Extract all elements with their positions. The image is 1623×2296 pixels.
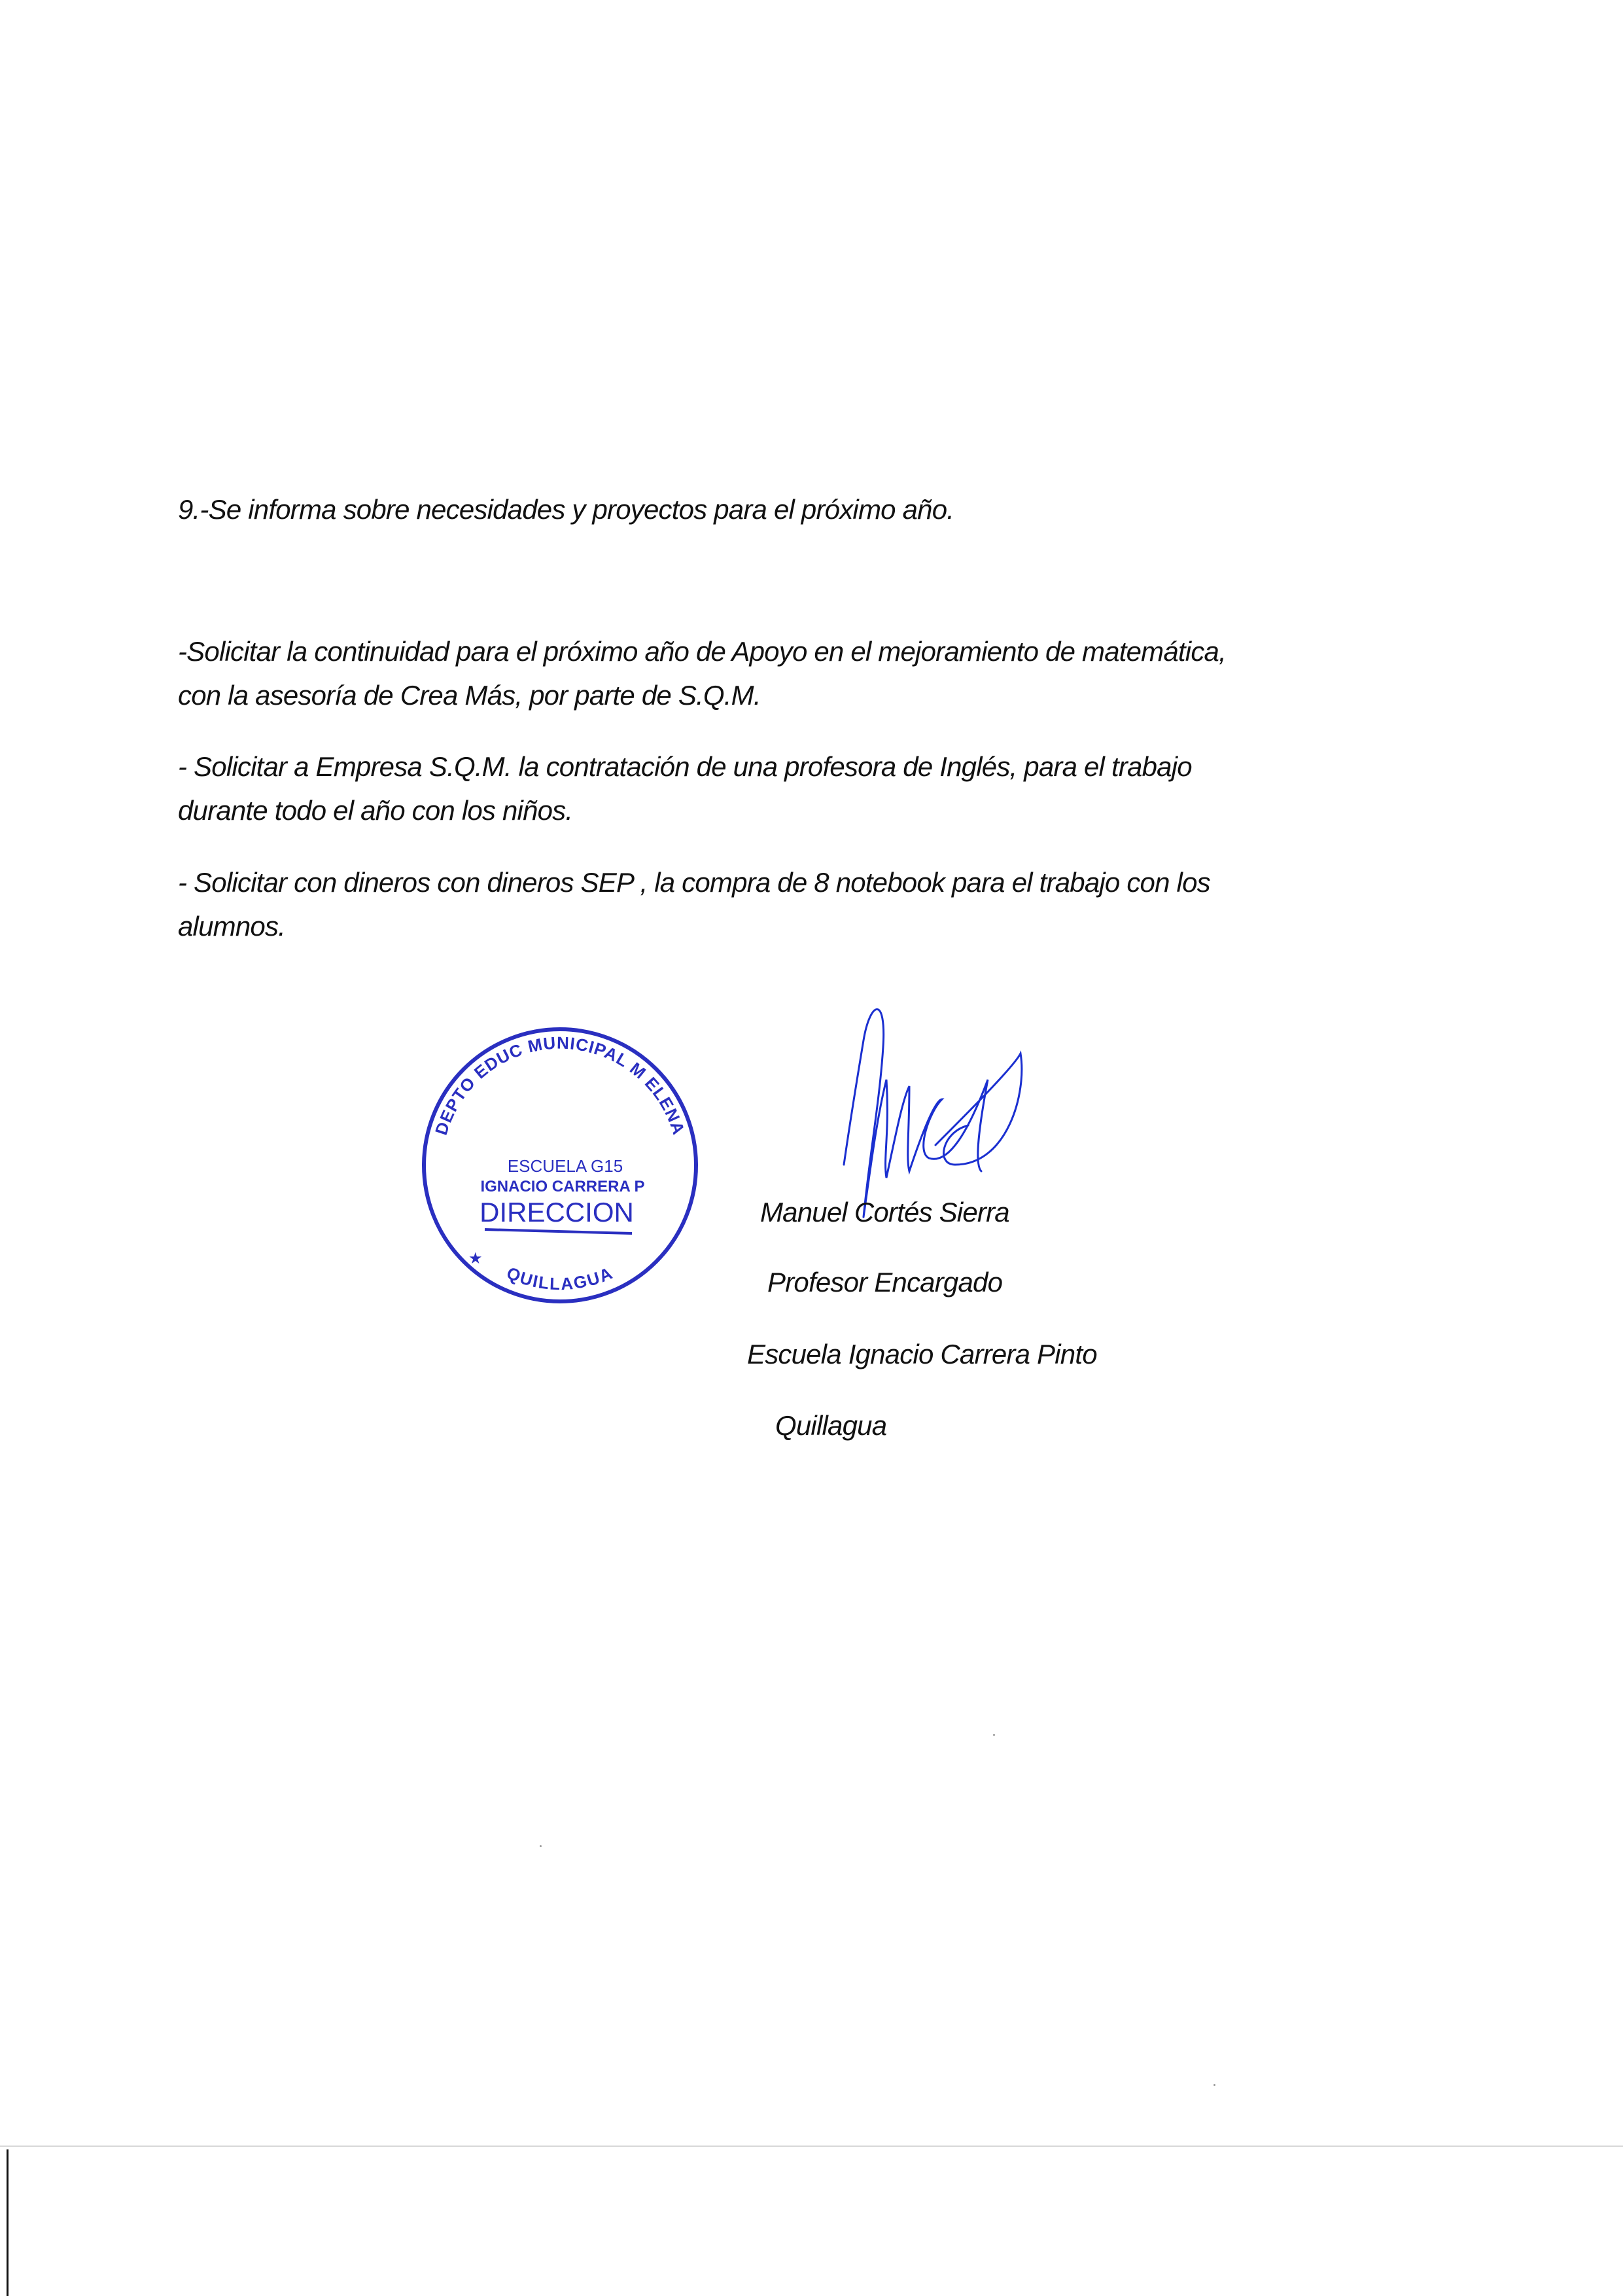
star-icon: ★ [468, 1250, 483, 1267]
section-heading: 9.-Se informa sobre necesidades y proyectos para el próximo año. [178, 494, 954, 525]
item-1-line-1: -Solicitar la continuidad para el próximo año de Apoyo en el mejoramiento de matemática, [178, 636, 1226, 667]
signer-school: Escuela Ignacio Carrera Pinto [747, 1339, 1097, 1369]
item-1-line-2: con la asesoría de Crea Más, por parte de S.Q.M. [178, 680, 761, 711]
item-3-line-1: - Solicitar con dineros con dineros SEP , la compra de 8 notebook para el trabajo con los [178, 867, 1210, 898]
item-2-line-2: durante todo el año con los niños. [178, 795, 573, 826]
scan-speck [1213, 2084, 1215, 2086]
stamp-line-3: DIRECCION [480, 1197, 634, 1227]
item-2-line-1: - Solicitar a Empresa S.Q.M. la contratación de una profesora de Inglés, para el trabajo [178, 751, 1192, 782]
scan-speck [540, 1845, 542, 1847]
signer-role: Profesor Encargado [767, 1267, 1003, 1298]
stamp-line-2: IGNACIO CARRERA P [480, 1178, 645, 1195]
item-3-line-2: alumnos. [178, 911, 286, 942]
signer-name: Manuel Cortés Sierra [760, 1197, 1009, 1227]
signer-place: Quillagua [775, 1410, 887, 1441]
stamp-underline [485, 1229, 632, 1233]
scan-speck [993, 1734, 995, 1736]
stamp-outer-top-text: DEPTO EDUC MUNICIPAL M ELENA [430, 1033, 689, 1138]
stamp-line-1: ESCUELA G15 [507, 1156, 623, 1176]
school-stamp [416, 1021, 704, 1309]
stamp-outer-bottom-text: QUILLAGUA [504, 1262, 616, 1294]
scan-border-line [7, 2149, 9, 2296]
page-edge-line [0, 2146, 1623, 2147]
